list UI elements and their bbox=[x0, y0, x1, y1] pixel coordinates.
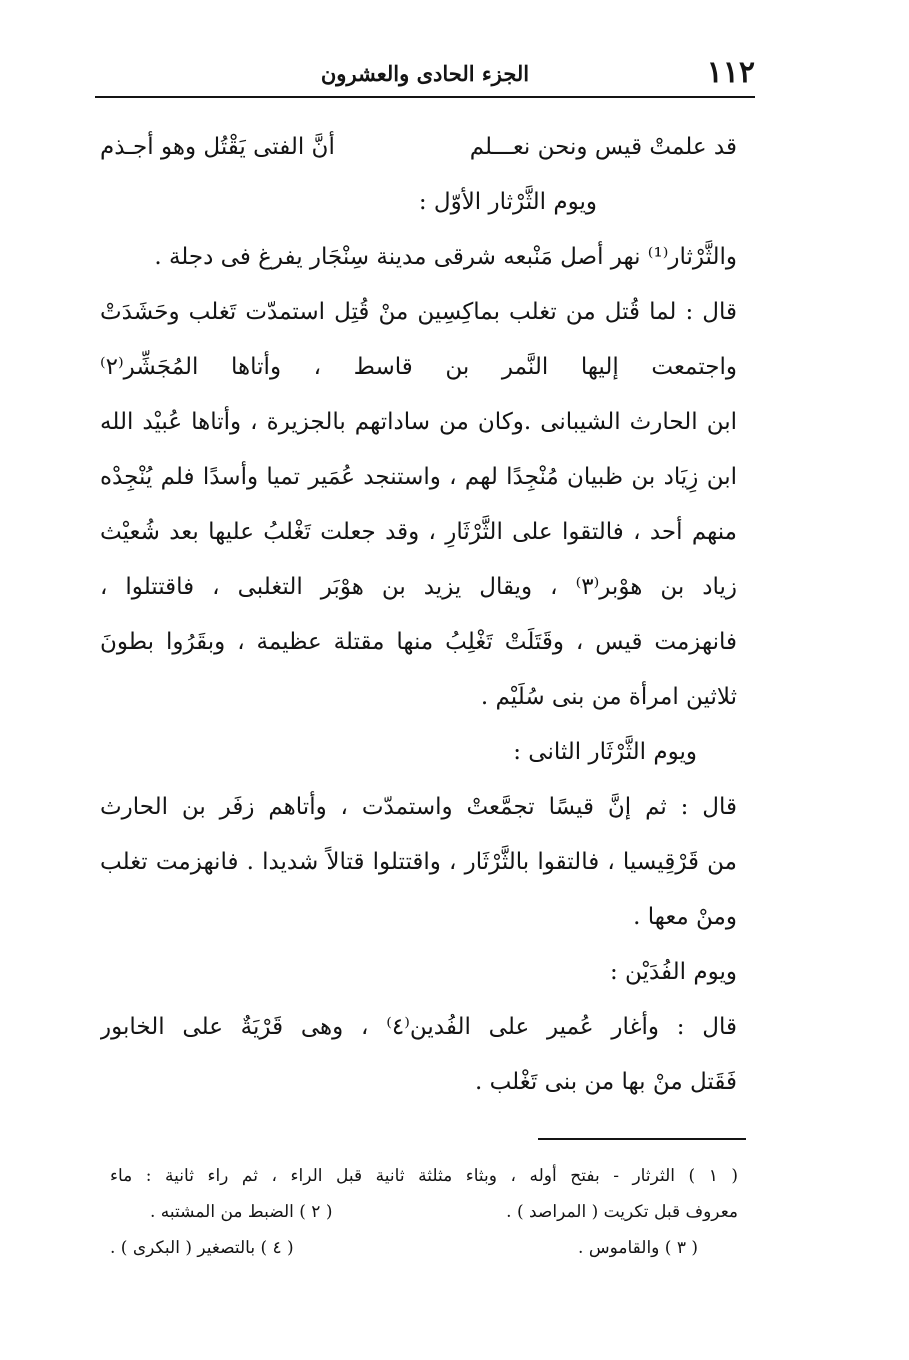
footnote-1-line-1: ( ١ ) الثرثار - بفتح أوله ، وبثاء مثلثة ثانية قبل الراء ، ثم راء ثانية : ماء bbox=[110, 1166, 738, 1186]
paragraph-line: منهم أحد ، فالتقوا على الثَّرْثَارِ ، وقد جعلت تَغْلبُ عليها بعد شُعيْث bbox=[100, 519, 737, 545]
verse-line bbox=[100, 120, 737, 175]
chapter-title: الجزء الحادى والعشرون bbox=[320, 61, 530, 86]
verse-hemistich-1: قد علمتْ قيس ونحن نعـــلم bbox=[469, 134, 737, 160]
paragraph-line: فَقَتل منْ بها من بنى تَغْلب . bbox=[474, 1069, 737, 1095]
paragraph-line: قال : وأغار عُمير على الفُدين⁽٤⁾ ، وهى قَرْيَةٌ على الخابور bbox=[100, 1014, 737, 1040]
footnote-rule bbox=[538, 1138, 746, 1140]
paragraph-line: قال : ثم إنَّ قيسًا تجمَّعتْ واستمدّت ، وأتاهم زفَر بن الحارث bbox=[100, 794, 737, 820]
verse-hemistich-2: أنَّ الفتى يَقْتُل وهو أجـذم bbox=[100, 134, 335, 160]
paragraph-line: قال : لما قُتل من تغلب بماكِسِين منْ قُتِل استمدّت تَغلب وحَشَدَتْ bbox=[100, 299, 737, 325]
section-heading-tharthar-2: ويوم الثَّرْثَار الثانى : bbox=[513, 739, 697, 765]
tharthar-definition: والثَّرْثار⁽¹⁾ نهر أصل مَنْبعه شرقى مدينة سِنْجَار يفرغ فى دجلة . bbox=[154, 244, 737, 270]
footnote-row bbox=[110, 1194, 738, 1230]
page-number: ١١٢ bbox=[706, 55, 755, 90]
section-heading-tharthar-1: ويوم الثَّرْثار الأوّل : bbox=[418, 189, 597, 215]
paragraph-line: واجتمعت إليها النَّمر بن قاسط ، وأتاها المُجَشِّر⁽٢⁾ bbox=[100, 354, 737, 380]
body-text bbox=[100, 120, 737, 1110]
paragraph-line: ابن الحارث الشيبانى .وكان من ساداتهم بالجزيرة ، وأتاها عُبيْد الله bbox=[100, 409, 737, 435]
paragraph-line: ومنْ معها . bbox=[633, 904, 737, 930]
footnote-3: ( ٣ ) والقاموس . bbox=[578, 1238, 698, 1258]
paragraph-line: من قَرْقِيسيا ، فالتقوا بالثَّرْثَار ، واقتتلوا قتالاً شديدا . فانهزمت تغلب bbox=[100, 849, 737, 875]
section-heading-fudayn: ويوم الفُدَيْن : bbox=[609, 959, 737, 985]
footnote-4: ( ٤ ) بالتصغير ( البكرى ) . bbox=[110, 1238, 294, 1258]
paragraph-line: فانهزمت قيس ، وقَتَلَتْ تَغْلِبُ منها مقتلة عظيمة ، وبقَرُوا بطونَ bbox=[100, 629, 737, 655]
paragraph-line: زياد بن هوْبر⁽٣⁾ ، ويقال يزيد بن هوْبَر التغلبى ، فاقتتلوا ، bbox=[100, 574, 737, 600]
footnote-1-line-2: معروف قبل تكريت ( المراصد ) . bbox=[506, 1202, 738, 1222]
paragraph-line: ثلاثين امرأة من بنى سُلَيْم . bbox=[480, 684, 737, 710]
footnote-row bbox=[110, 1230, 738, 1266]
footnote-2: ( ٢ ) الضبط من المشتبه . bbox=[150, 1202, 333, 1222]
header-rule bbox=[95, 96, 755, 98]
paragraph-line: ابن زِيَاد بن ظبيان مُنْجِدًا لهم ، واستنجد عُمَير تميا وأسدًا فلم يُنْجِدْه bbox=[100, 464, 737, 490]
footnotes bbox=[110, 1158, 738, 1266]
